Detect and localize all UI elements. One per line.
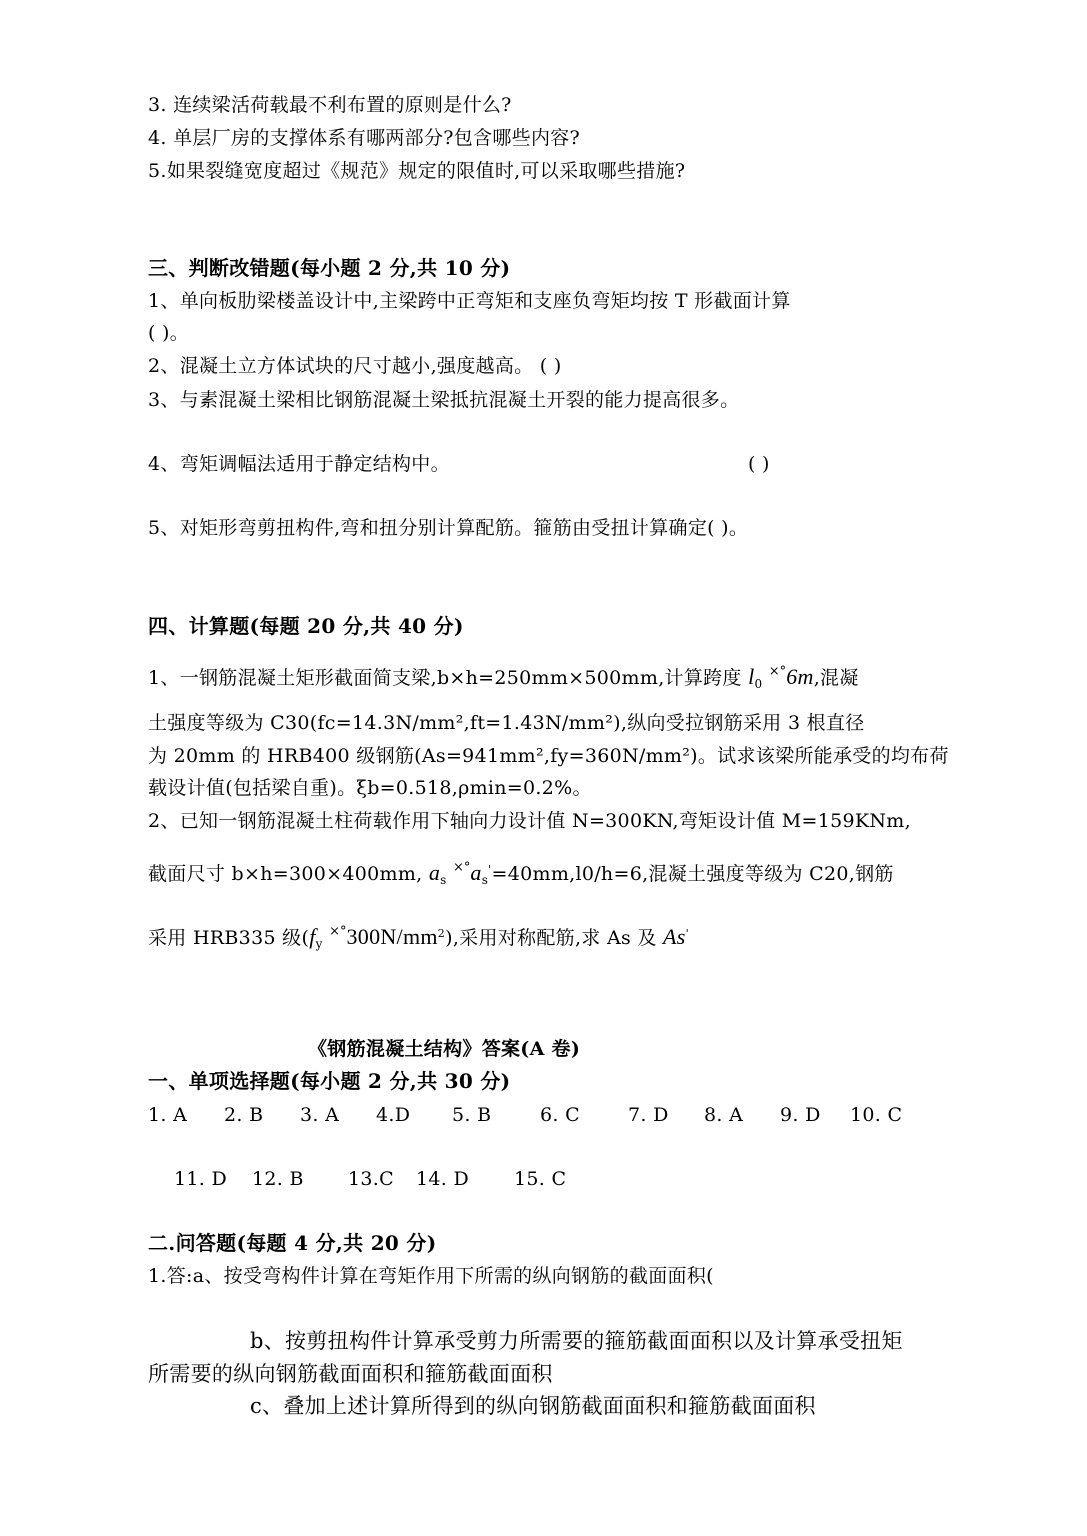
answer-1-line-3: 所需要的纵向钢筋截面面积和箍筋截面面积 bbox=[148, 1362, 553, 1386]
question-5: 5.如果裂缝宽度超过《规范》规定的限值时,可以采取哪些措施? bbox=[148, 160, 686, 182]
section3-heading: 三、判断改错题(每小题 2 分,共 10 分) bbox=[148, 256, 511, 280]
answer-item: 2. B bbox=[224, 1104, 264, 1126]
judge-item-1: 1、单向板肋梁楼盖设计中,主梁跨中正弯矩和支座负弯矩均按 T 形截面计算 bbox=[148, 290, 791, 312]
answer-1-line-1: 1.答:a、按受弯构件计算在弯矩作用下所需的纵向钢筋的截面面积( bbox=[148, 1265, 714, 1287]
answer-title: 《钢筋混凝土结构》答案(A 卷) bbox=[308, 1038, 581, 1060]
judge-item-1-blank: ( )。 bbox=[148, 322, 190, 344]
calc-problem-1-line-1: 1、一钢筋混凝土矩形截面简支梁,b×h=250mm×500mm,计算跨度 $l_0$ ×°6m,混凝 bbox=[148, 664, 859, 691]
calc-problem-2-line-3: 采用 HRB335 级($f_y$ $^{\times^\circ}300N/mm^2$),采用对称配筋,求 As 及 As' bbox=[148, 924, 689, 951]
answer-item: 1. A bbox=[148, 1104, 188, 1126]
answer-item: 7. D bbox=[628, 1104, 669, 1126]
answer-item: 8. A bbox=[704, 1104, 744, 1126]
answer-item: 10. C bbox=[850, 1104, 903, 1126]
calc-problem-2-line-2: 截面尺寸 b×h=300×400mm, $a_s$ $^{\times^\circ}a_s'=40mm,l0/h=6$,混凝土强度等级为 C20,钢筋 bbox=[148, 860, 894, 887]
calc-problem-2-line-1: 2、已知一钢筋混凝土柱荷载作用下轴向力设计值 N=300KN,弯矩设计值 M=159KNm, bbox=[148, 810, 911, 832]
answer-item: 5. B bbox=[452, 1104, 492, 1126]
answer-section1-heading: 一、单项选择题(每小题 2 分,共 30 分) bbox=[148, 1069, 511, 1093]
answer-item: 13.C bbox=[348, 1168, 394, 1190]
answer-item: 6. C bbox=[540, 1104, 580, 1126]
judge-item-4: 4、弯矩调幅法适用于静定结构中。 bbox=[148, 453, 450, 475]
judge-item-5: 5、对矩形弯剪扭构件,弯和扭分别计算配筋。箍筋由受扭计算确定( )。 bbox=[148, 517, 749, 539]
answer-item: 15. C bbox=[514, 1168, 567, 1190]
calc-problem-1-line-4: 载设计值(包括梁自重)。ξb=0.518,ρmin=0.2%。 bbox=[148, 777, 592, 799]
answer-section2-heading: 二.问答题(每题 4 分,共 20 分) bbox=[148, 1231, 437, 1255]
answer-item: 11. D bbox=[174, 1168, 227, 1190]
judge-item-2: 2、混凝土立方体试块的尺寸越小,强度越高。 ( ) bbox=[148, 355, 562, 377]
answer-item: 14. D bbox=[416, 1168, 469, 1190]
question-3: 3. 连续梁活荷载最不利布置的原则是什么? bbox=[148, 94, 512, 116]
answer-item: 3. A bbox=[300, 1104, 340, 1126]
judge-item-4-blank: ( ) bbox=[748, 453, 770, 475]
judge-item-3: 3、与素混凝土梁相比钢筋混凝土梁抵抗混凝土开裂的能力提高很多。 bbox=[148, 389, 740, 411]
answer-item: 12. B bbox=[252, 1168, 304, 1190]
answer-1-line-2: b、按剪扭构件计算承受剪力所需要的箍筋截面面积以及计算承受扭矩 bbox=[250, 1329, 903, 1353]
section4-heading: 四、计算题(每题 20 分,共 40 分) bbox=[148, 614, 464, 638]
answer-item: 9. D bbox=[780, 1104, 821, 1126]
answer-1-line-4: c、叠加上述计算所得到的纵向钢筋截面面积和箍筋截面面积 bbox=[250, 1394, 816, 1418]
answer-item: 4.D bbox=[376, 1104, 411, 1126]
calc-problem-1-line-3: 为 20mm 的 HRB400 级钢筋(As=941mm²,fy=360N/mm²)。试求该梁所能承受的均布荷 bbox=[148, 745, 949, 767]
question-4: 4. 单层厂房的支撑体系有哪两部分?包含哪些内容? bbox=[148, 127, 581, 149]
calc-problem-1-line-2: 土强度等级为 C30(fc=14.3N/mm²,ft=1.43N/mm²),纵向受拉钢筋采用 3 根直径 bbox=[148, 712, 865, 734]
